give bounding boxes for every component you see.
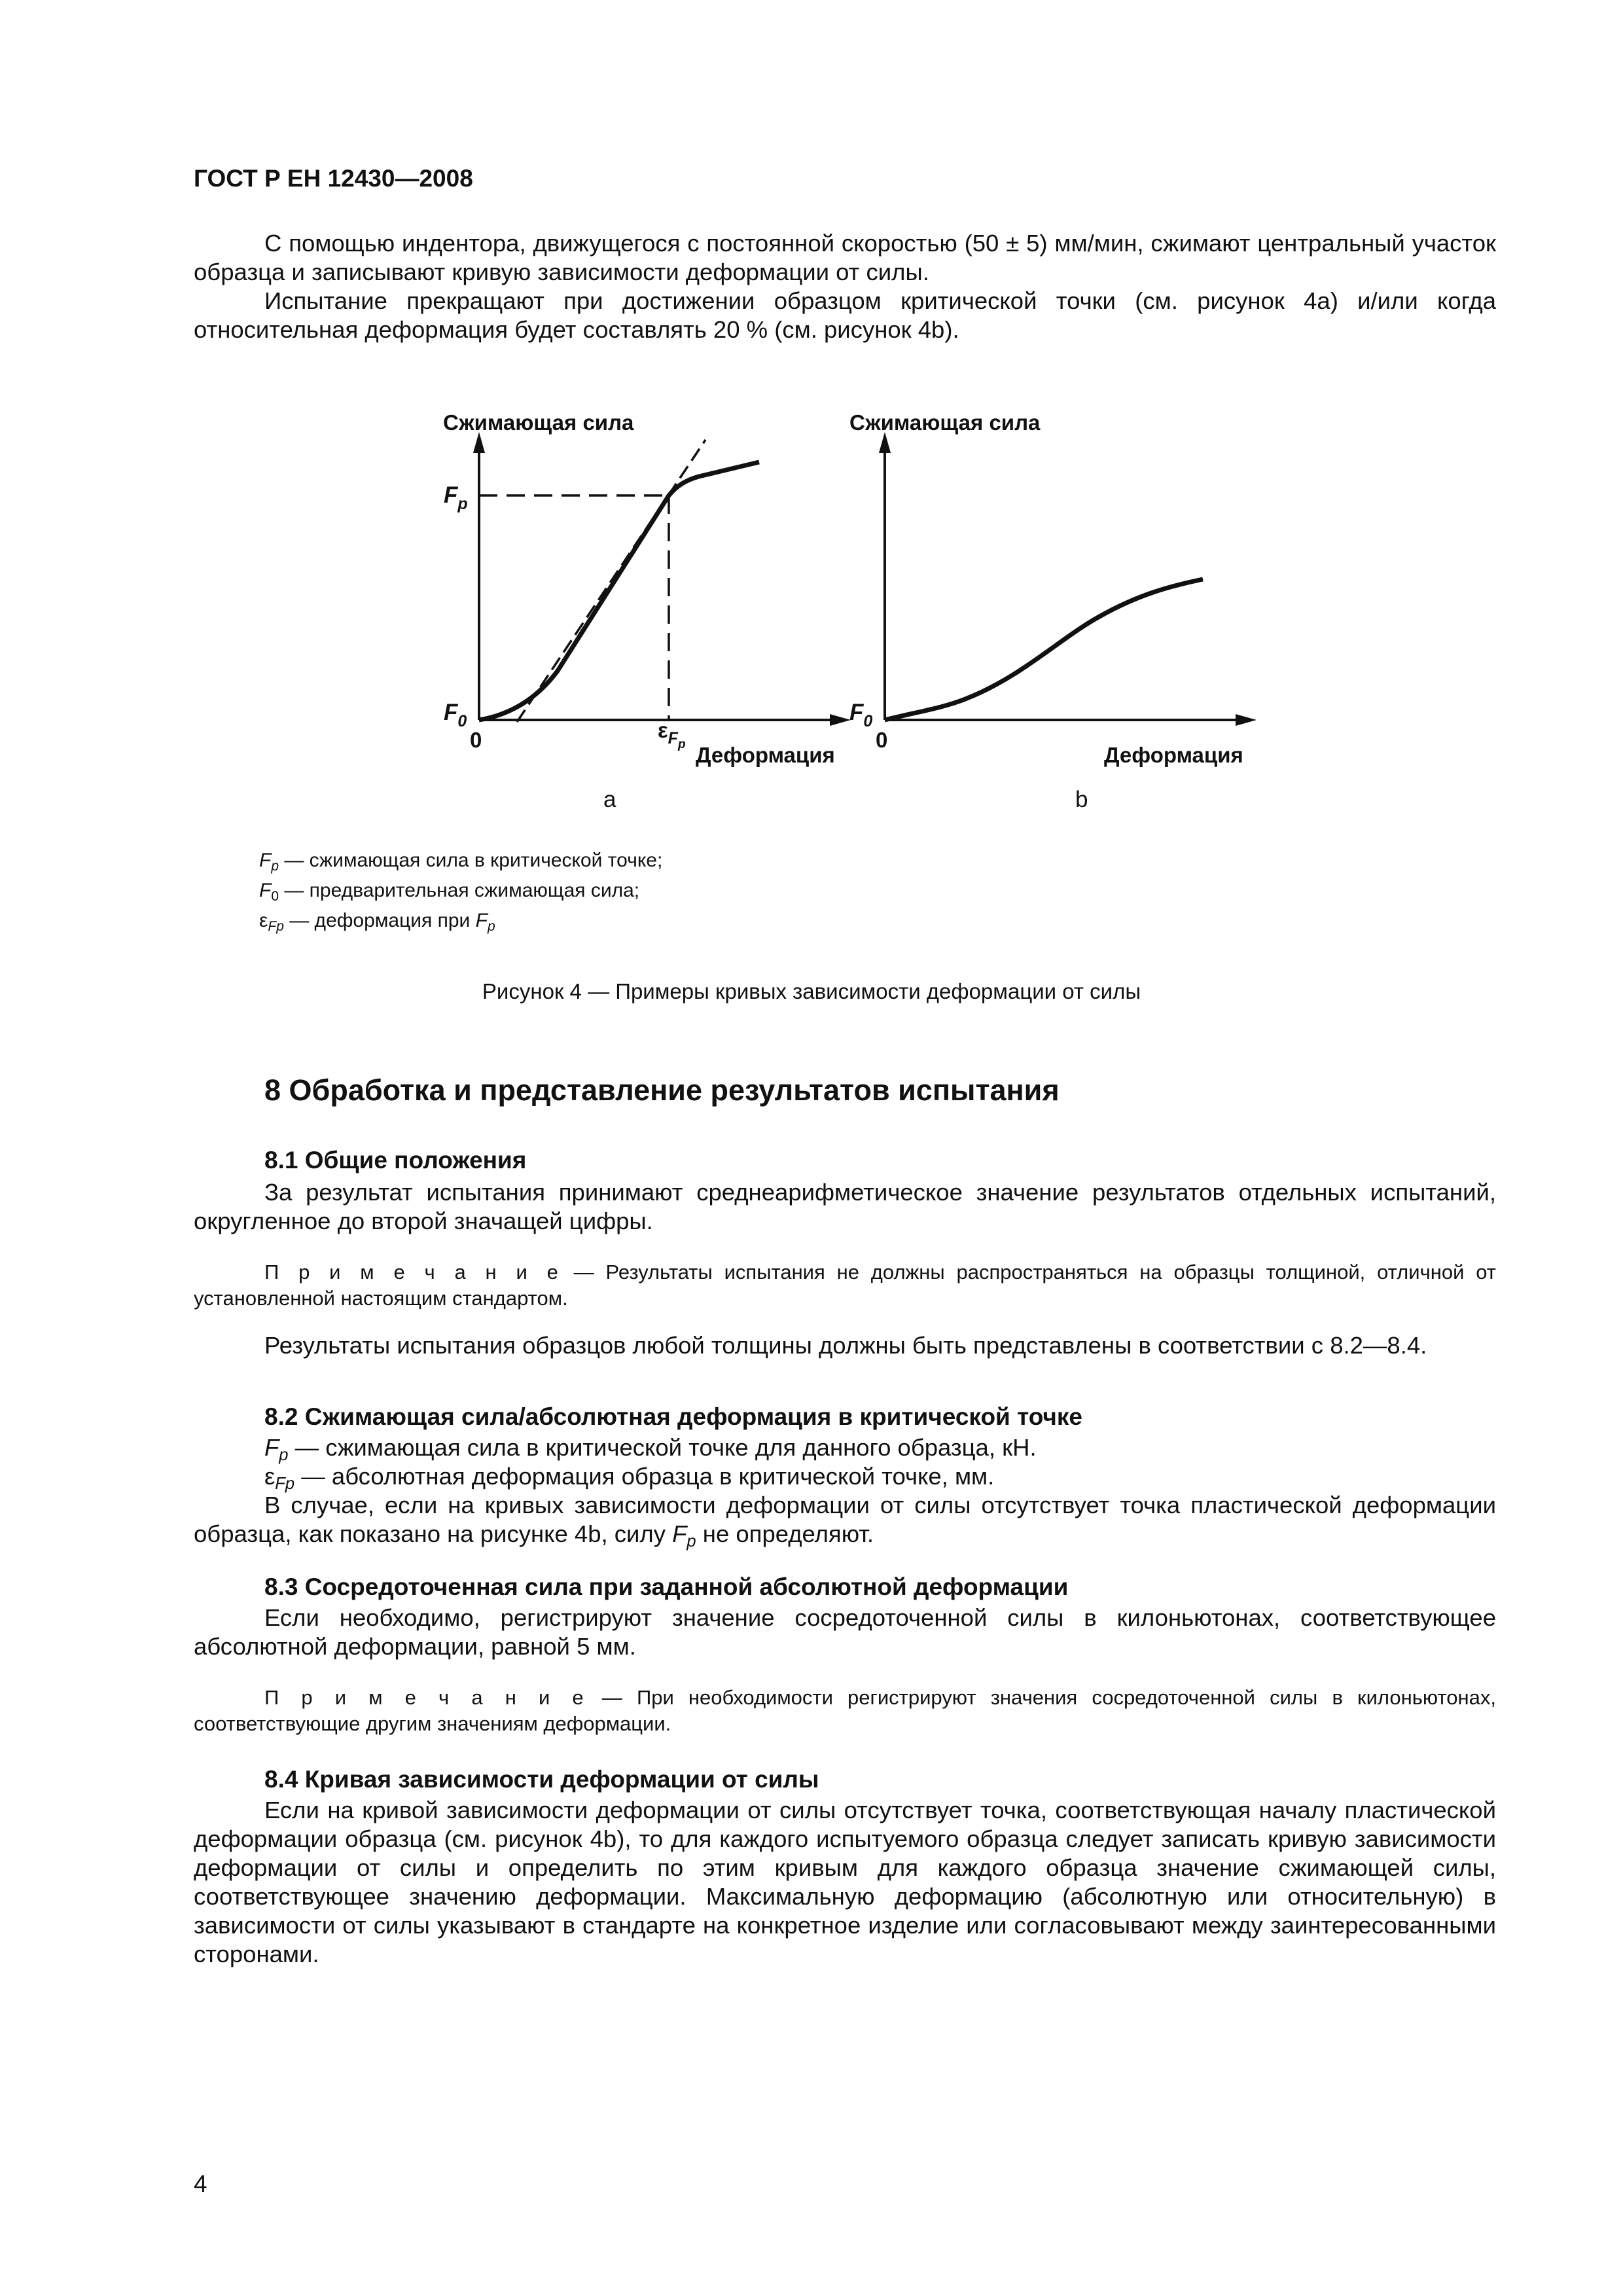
panel-b-curve <box>885 579 1203 720</box>
panel-a-origin: 0 <box>470 728 482 752</box>
panel-a-f0-label: $F_0$ <box>444 700 467 730</box>
panel-b-letter: b <box>1075 787 1088 812</box>
panel-a <box>443 410 851 812</box>
section-8-3-title: 8.3 Сосредоточенная сила при заданной абсолютной деформации <box>264 1573 1069 1600</box>
section-8-1-note: П р и м е ч а н и е — Результаты испытания не должны распространяться на образцы толщиной, отличной от установленной настоящим стандартом. <box>194 1261 1496 1310</box>
panel-b-y-arrow <box>879 432 891 453</box>
page-number: 4 <box>194 2170 207 2197</box>
section-8-2-paragraph: В случае, если на кривых зависимости деформации от силы отсутствует точка пластической деформации образца, как показано на рисунке 4b, силу $F_p$ не определяют. <box>194 1492 1496 1551</box>
figure-legend <box>259 846 662 936</box>
section-8-2-title: 8.2 Сжимающая сила/абсолютная деформация в критической точке <box>264 1403 1082 1430</box>
panel-a-fp-label: $F_p$ <box>444 482 468 513</box>
panel-b-x-arrow <box>1236 714 1257 726</box>
panel-a-curve <box>479 462 759 720</box>
panel-a-xlabel: Деформация <box>696 743 835 767</box>
panel-a-y-arrow <box>473 432 485 453</box>
section-8-1-body-2 <box>194 1331 1496 1360</box>
section-8-2-line-fp: $F_p$ — сжимающая сила в критической точке для данного образца, кН. <box>264 1434 1037 1465</box>
panel-b <box>849 410 1257 812</box>
section-8-2-line-eps: $\varepsilon_{Fp}$ — абсолютная деформация образца в критической точке, мм. <box>264 1463 995 1494</box>
panel-a-tangent-line <box>517 440 705 722</box>
intro-paragraph-1: С помощью индентора, движущегося с постоянной скоростью (50 ± 5) мм/мин, сжимают центральный участок образца и записывают кривую зависимости деформации от силы. <box>194 230 1496 285</box>
section-8-3-paragraph: Если необходимо, регистрируют значение сосредоточенной силы в килоньютонах, соответствующее абсолютной деформации, равной 5 мм. <box>194 1604 1496 1660</box>
section-8-3-body <box>194 1604 1496 1661</box>
panel-a-ylabel: Сжимающая сила <box>443 410 634 435</box>
panel-a-x-arrow <box>830 714 851 726</box>
legend-item-f0: $F_0$ — предварительная сжимающая сила; <box>259 880 640 904</box>
figure-caption: Рисунок 4 — Примеры кривых зависимости деформации от силы <box>482 979 1141 1003</box>
section-8-1-body <box>194 1178 1496 1236</box>
section-8-1-title: 8.1 Общие положения <box>264 1147 527 1174</box>
section-8-title: 8 Обработка и представление результатов испытания <box>264 1073 1060 1107</box>
section-8-3-note: П р и м е ч а н и е — При необходимости регистрируют значения сосредоточенной силы в килоньютонах, соответствующие другим значениям деформации. <box>194 1686 1496 1735</box>
panel-a-eps-label: $\varepsilon_{Fp}$ <box>658 718 686 751</box>
section-8-1-paragraph: За результат испытания принимают среднеарифметическое значение результатов отдельных испытаний, округленное до второй значащей цифры. <box>194 1179 1496 1234</box>
intro-paragraph-2: Испытание прекращают при достижении образцом критической точки (см. рисунок 4а) и/или когда относительная деформация будет составлять 20 % (см. рисунок 4b). <box>194 287 1496 343</box>
panel-b-f0-label: $F_0$ <box>849 700 873 730</box>
panel-b-xlabel: Деформация <box>1104 743 1243 767</box>
legend-item-fp: $F_p$ — сжимающая сила в критической точке; <box>259 850 663 874</box>
section-8-2-body <box>194 1433 1496 1549</box>
section-8-4-paragraph: Если на кривой зависимости деформации от силы отсутствует точка, соответствующая началу пластической деформации образца (см. рисунок 4b), то для каждого испытуемого образца следует записать кривую зависимости деформации от силы и определить по этим кривым для каждого образца значение сжимающей силы, соответствующее значению деформации. Максимальную деформацию (абсолютную или относительную) в зависимости от силы указывают в стандарте на конкретное изделие или согласовывают между заинтересованными сторонами. <box>194 1797 1496 1967</box>
section-8-4-title: 8.4 Кривая зависимости деформации от силы <box>264 1766 819 1793</box>
figure-4 <box>0 0 1623 838</box>
section-8-1-paragraph-2: Результаты испытания образцов любой толщины должны быть представлены в соответствии с 8.2—8.4. <box>264 1332 1427 1359</box>
panel-b-ylabel: Сжимающая сила <box>849 410 1041 435</box>
legend-item-eps: $\varepsilon_{Fp}$ — деформация при $F_p$ <box>259 910 495 934</box>
section-8-4-body <box>194 1796 1496 1969</box>
document-header: ГОСТ Р ЕН 12430—2008 <box>194 165 473 192</box>
panel-b-origin: 0 <box>876 728 888 752</box>
panel-a-letter: а <box>603 787 616 812</box>
